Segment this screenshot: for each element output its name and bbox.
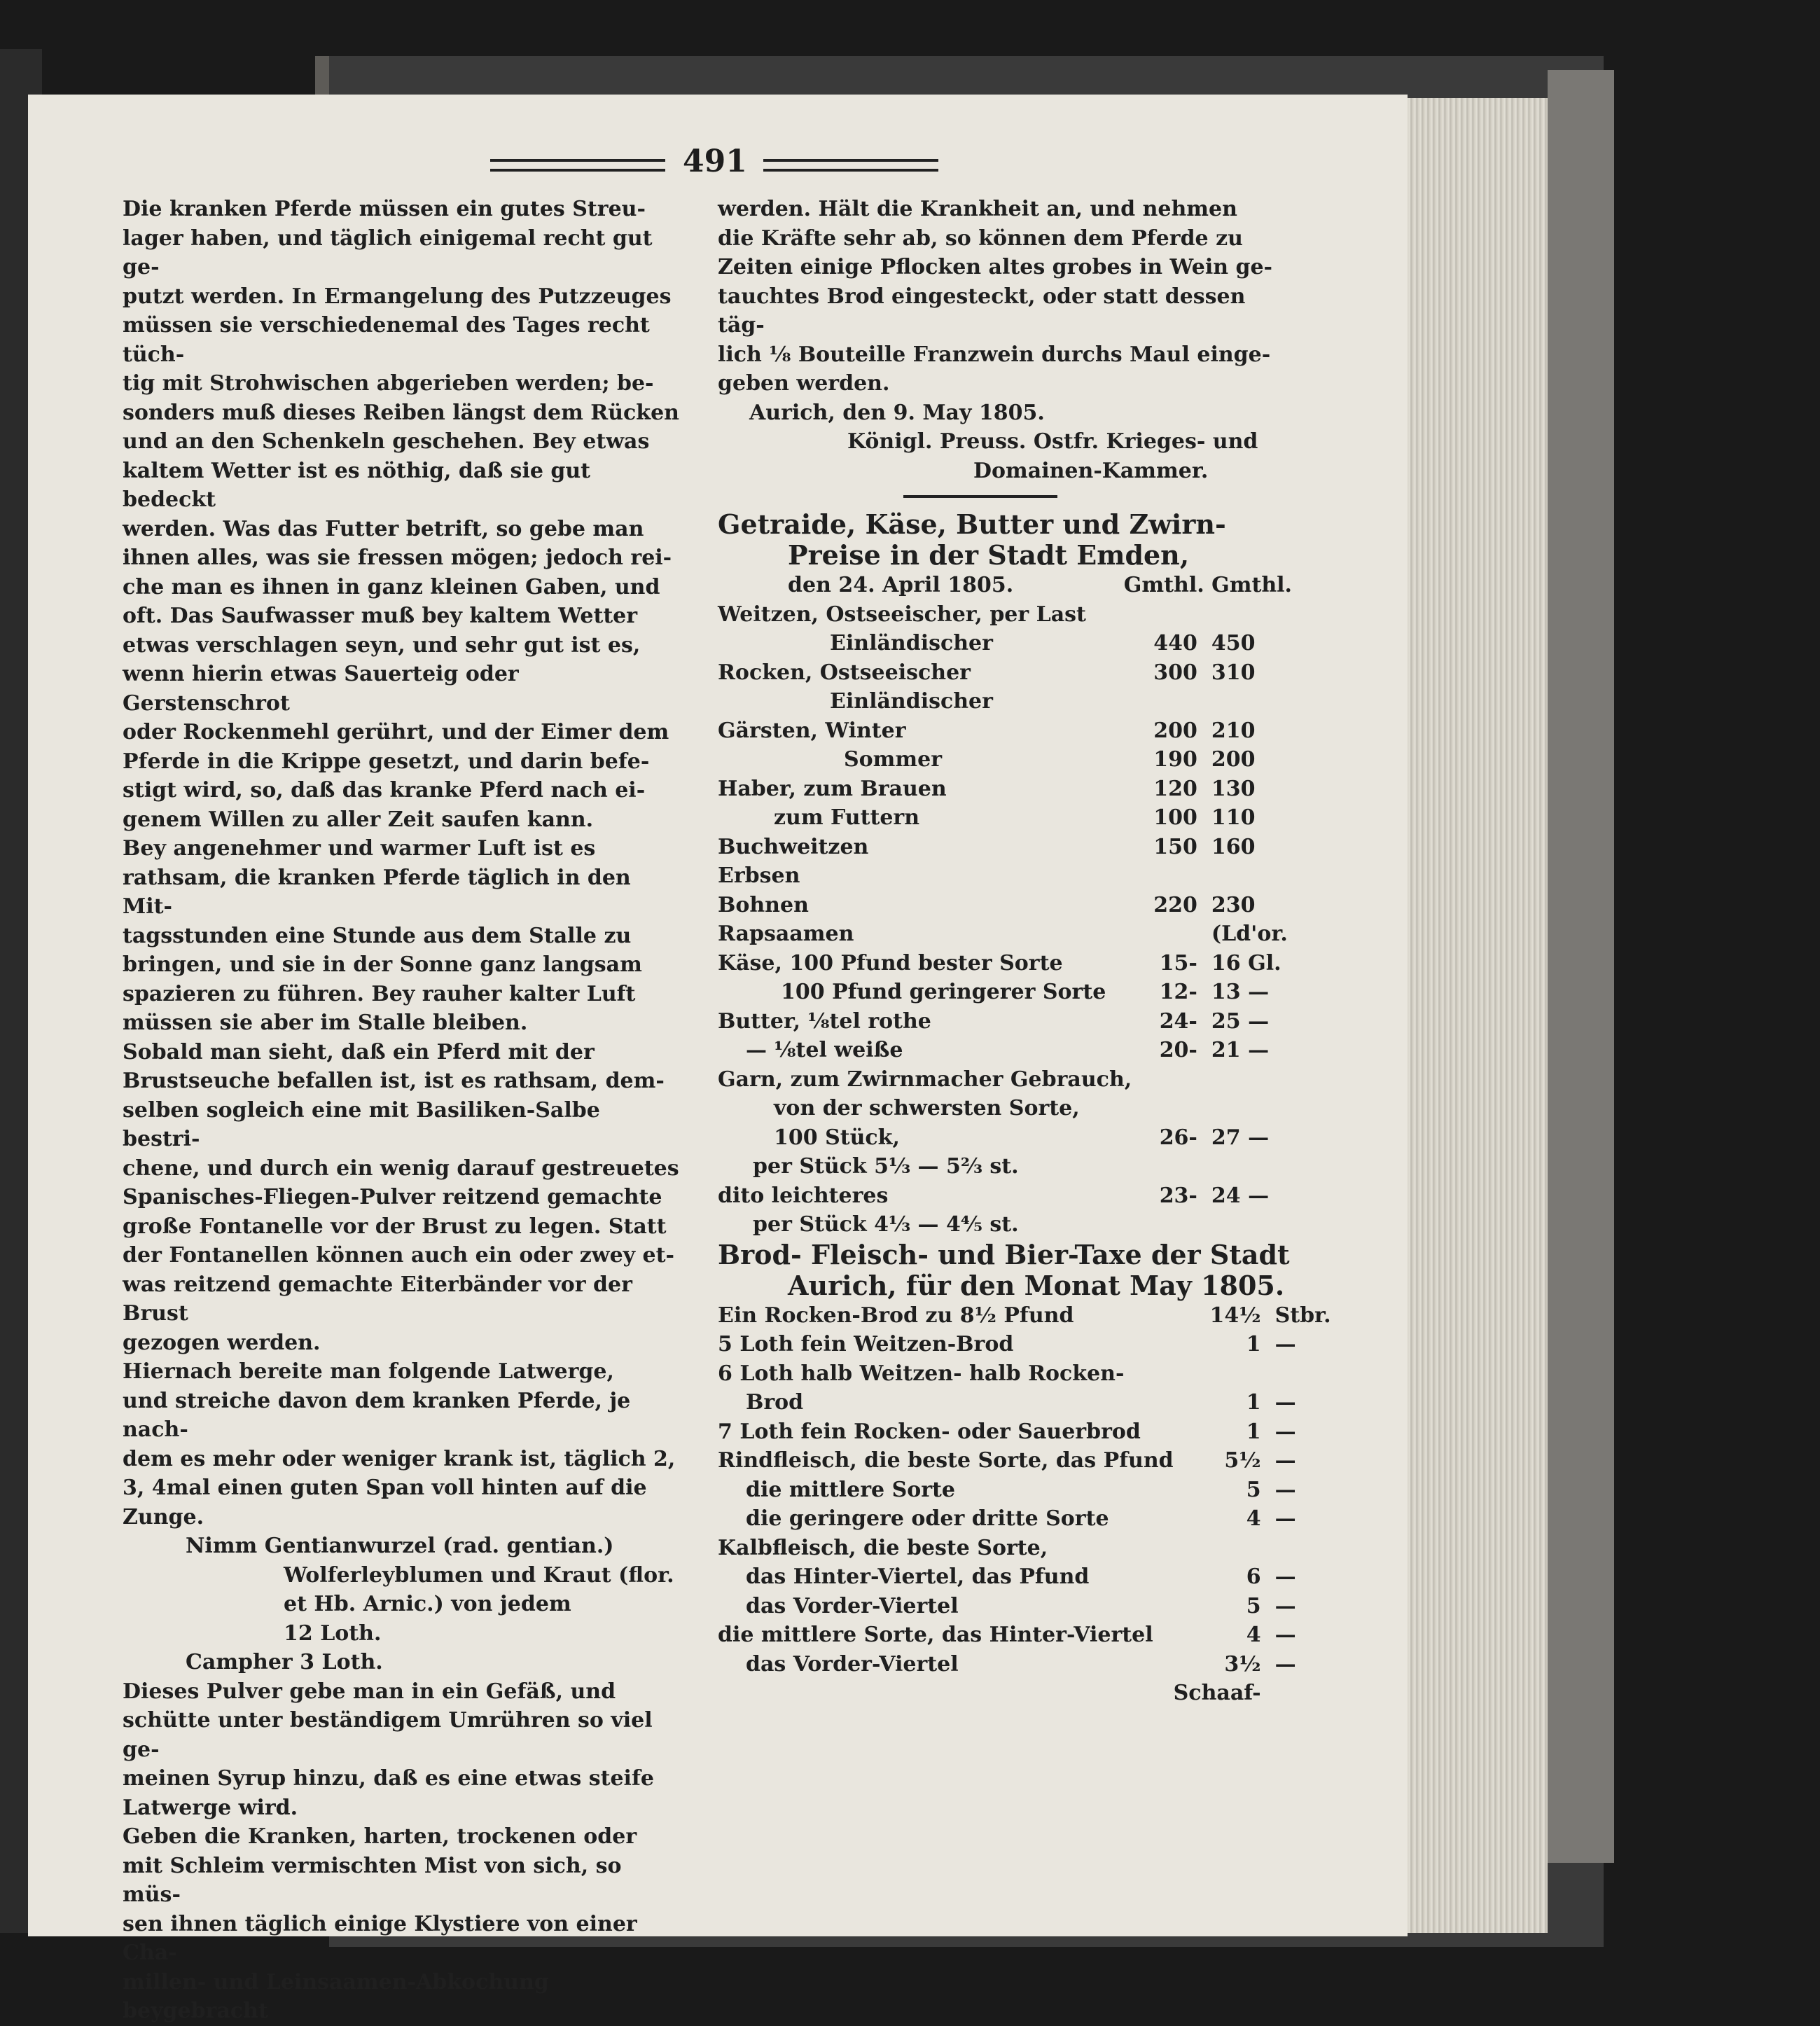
text-line: kaltem Wetter ist es nöthig, daß sie gut bedeckt <box>123 458 591 512</box>
table-row <box>718 1679 1331 1708</box>
recipe-line: 12 Loth. <box>284 1621 382 1646</box>
table-row: das Vorder-Viertel 5 — <box>746 1593 1296 1618</box>
table-row: das Hinter-Viertel, das Pfund 6 — <box>746 1564 1296 1589</box>
table-row: Weitzen, Ostseeischer, per Last <box>718 602 1086 627</box>
table-row: per Stück 4⅓ — 4⅘ st. <box>753 1212 1019 1237</box>
table-row: die geringere oder dritte Sorte 4 — <box>746 1506 1296 1531</box>
table-row: Rapsaamen (Ld'or. <box>718 922 1288 946</box>
price-table-emden <box>718 600 1292 1240</box>
text-line: millen- und Leinsaamen-Abkochung beygebracht <box>123 1969 549 2023</box>
text-line: lich ⅛ Bouteille Franzwein durchs Maul einge- <box>718 342 1271 367</box>
text-line: rathsam, die kranken Pferde täglich in den Mit- <box>123 865 631 919</box>
price-table-date: den 24. April 1805. <box>788 573 1014 597</box>
page-number: 491 <box>683 144 747 179</box>
text-line: und streiche davon dem kranken Pferde, je nach- <box>123 1388 631 1442</box>
text-line: tig mit Strohwischen abgerieben werden; be- <box>123 371 654 396</box>
table-row: von der schwersten Sorte, <box>774 1096 1080 1120</box>
table-row: Haber, zum Brauen 120 130 <box>718 776 1256 801</box>
text-line: wenn hierin etwas Sauerteig oder Gerstenschrot <box>123 662 519 716</box>
text-line: die Kräfte sehr ab, so können dem Pferde zu <box>718 226 1243 251</box>
table-row: Einländischer <box>830 689 993 714</box>
text-line: gezogen werden. <box>123 1330 321 1355</box>
table-row: Garn, zum Zwirnmacher Gebrauch, <box>718 1067 1132 1092</box>
table-row: 7 Loth fein Rocken- oder Sauerbrod 1 — <box>718 1419 1296 1444</box>
text-line: Die kranken Pferde müssen ein gutes Streu- <box>123 197 646 221</box>
text-line: sonders muß dieses Reiben längst dem Rücken <box>123 400 679 425</box>
table-row: 6 Loth halb Weitzen- halb Rocken- <box>718 1361 1125 1386</box>
text-line: Brustseuche befallen ist, ist es rathsam, dem- <box>123 1069 665 1093</box>
text-line: putzt werden. In Ermangelung des Putzzeuges <box>123 284 672 309</box>
table-row: Kalbfleisch, die beste Sorte, <box>718 1535 1048 1560</box>
table-row: Ein Rocken-Brod zu 8½ Pfund 14½ Stbr. <box>718 1303 1331 1328</box>
text-line: oft. Das Saufwasser muß bey kaltem Wetter <box>123 604 638 628</box>
table-row: Brod 1 — <box>746 1390 1296 1415</box>
text-line: schütte unter beständigem Umrühren so viel ge- <box>123 1708 653 1762</box>
text-line: werden. Hält die Krankheit an, und nehmen <box>718 197 1237 221</box>
table-row: Buchweitzen 150 160 <box>718 834 1256 859</box>
signature-place-date: Aurich, den 9. May 1805. <box>749 400 1045 425</box>
text-line: geben werden. <box>718 371 890 396</box>
text-line: und an den Schenkeln geschehen. Bey etwas <box>123 429 650 454</box>
text-line: Latwerge wird. <box>123 1795 298 1820</box>
page-edges <box>1408 98 1548 1933</box>
text-line: chene, und durch ein wenig darauf gestreuetes <box>123 1156 679 1181</box>
text-line: spazieren zu führen. Bey rauher kalter Luft <box>123 981 636 1006</box>
text-line: genem Willen zu aller Zeit saufen kann. <box>123 807 594 832</box>
text-line: Dieses Pulver gebe man in ein Gefäß, und <box>123 1679 616 1704</box>
text-line: tagsstunden eine Stunde aus dem Stalle zu <box>123 923 632 948</box>
right-column <box>718 195 1331 1708</box>
table-row: 100 Stück, 26- 27 — <box>774 1125 1270 1150</box>
price-table-title: Aurich, für den Monat May 1805. <box>788 1269 1285 1301</box>
header-rule-left <box>490 159 665 172</box>
text-line: bringen, und sie in der Sonne ganz langsam <box>123 952 642 977</box>
text-line: Spanisches-Fliegen-Pulver reitzend gemachte <box>123 1185 662 1209</box>
table-row: Sommer 190 200 <box>844 747 1256 772</box>
text-line: große Fontanelle vor der Brust zu legen. Statt <box>123 1214 667 1239</box>
text-line: müssen sie aber im Stalle bleiben. <box>123 1011 528 1035</box>
table-row: das Vorder-Viertel 3½ — <box>746 1651 1296 1677</box>
table-row: Rindfleisch, die beste Sorte, das Pfund 5½ — <box>718 1448 1296 1473</box>
book-cover-right <box>1548 70 1614 1863</box>
table-row: zum Futtern 100 110 <box>774 805 1256 830</box>
recipe-line: Campher 3 Loth. <box>186 1650 383 1674</box>
text-line: che man es ihnen in ganz kleinen Gaben, und <box>123 574 660 599</box>
table-row: die mittlere Sorte 5 — <box>746 1477 1296 1502</box>
table-row: Käse, 100 Pfund bester Sorte 15- 16 Gl. <box>718 950 1281 976</box>
header-rule-right <box>763 159 938 172</box>
text-line: Pferde in die Krippe gesetzt, und darin befe- <box>123 749 650 774</box>
table-row: Butter, ⅛tel rothe 24- 25 — <box>718 1008 1270 1034</box>
signature-authority: Königl. Preuss. Ostfr. Krieges- und <box>847 429 1258 454</box>
table-row: 100 Pfund geringerer Sorte 12- 13 — <box>781 980 1270 1004</box>
page-header <box>490 144 980 186</box>
text-line: lager haben, und täglich einigemal recht gut ge- <box>123 226 653 279</box>
table-row: 5 Loth fein Weitzen-Brod 1 — <box>718 1332 1296 1357</box>
text-line: Hiernach bereite man folgende Latwerge, <box>123 1359 614 1384</box>
text-line: oder Rockenmehl gerührt, und der Eimer dem <box>123 720 669 744</box>
text-line: müssen sie verschiedenemal des Tages recht tüch- <box>123 313 650 367</box>
table-row: dito leichteres 23- 24 — <box>718 1183 1270 1208</box>
text-line: Zunge. <box>123 1504 204 1529</box>
price-table-title: Brod- Fleisch- und Bier-Taxe der Stadt <box>718 1238 1290 1270</box>
text-line: Bey angenehmer und warmer Luft ist es <box>123 836 596 861</box>
recipe-line: et Hb. Arnic.) von jedem <box>284 1592 571 1616</box>
price-table-unit: Gmthl. Gmthl. <box>1123 573 1292 597</box>
price-table-title: Getraide, Käse, Butter und Zwirn- <box>718 508 1226 540</box>
table-row: Gärsten, Winter 200 210 <box>718 718 1256 743</box>
text-line: stigt wird, so, daß das kranke Pferd nach ei- <box>123 778 646 803</box>
table-row: Bohnen 220 230 <box>718 892 1256 917</box>
text-line: werden. Was das Futter betrift, so gebe man <box>123 516 644 541</box>
text-line: dem es mehr oder weniger krank ist, täglich 2, <box>123 1446 676 1471</box>
text-line: mit Schleim vermischten Mist von sich, so müs- <box>123 1853 622 1907</box>
price-table-date-row <box>718 571 1292 600</box>
text-line: der Fontanellen können auch ein oder zwey et- <box>123 1243 674 1268</box>
text-line: 3, 4mal einen guten Span voll hinten auf die <box>123 1476 647 1500</box>
price-table-title: Preise in der Stadt Emden, <box>788 539 1190 571</box>
table-row: Rocken, Ostseeischer 300 310 <box>718 660 1256 685</box>
table-row: Erbsen <box>718 863 800 888</box>
table-row: per Stück 5⅓ — 5⅔ st. <box>753 1154 1019 1179</box>
price-table-aurich <box>718 1301 1331 1708</box>
recipe-line: Nimm Gentianwurzel (rad. gentian.) <box>186 1534 614 1558</box>
text-line: etwas verschlagen seyn, und sehr gut ist es, <box>123 632 641 658</box>
text-line: sen ihnen täglich einige Klystiere von einer Cha- <box>123 1911 637 1965</box>
section-divider <box>903 495 1057 498</box>
text-line: Geben die Kranken, harten, trockenen oder <box>123 1824 637 1849</box>
table-row: die mittlere Sorte, das Hinter-Viertel 4 — <box>718 1623 1296 1647</box>
signature-authority: Domainen-Kammer. <box>973 458 1209 483</box>
text-line: Sobald man sieht, daß ein Pferd mit der <box>123 1039 595 1064</box>
table-row: — ⅛tel weiße 20- 21 — <box>746 1038 1270 1062</box>
table-row: Einländischer 440 450 <box>830 631 1256 655</box>
left-column <box>123 195 683 2026</box>
text-line: was reitzend gemachte Eiterbänder vor der Brust <box>123 1272 632 1326</box>
text-line: Zeiten einige Pflocken altes grobes in Wein ge- <box>718 255 1273 279</box>
catchword: Schaaf- <box>1173 1681 1261 1705</box>
text-line: meinen Syrup hinzu, daß es eine etwas steife <box>123 1766 654 1791</box>
text-line: selben sogleich eine mit Basiliken-Salbe bestri- <box>123 1097 600 1151</box>
text-line: ihnen alles, was sie fressen mögen; jedoch rei- <box>123 546 672 570</box>
text-line: tauchtes Brod eingesteckt, oder statt dessen täg- <box>718 284 1246 338</box>
recipe-line: Wolferleyblumen und Kraut (flor. <box>284 1562 674 1588</box>
